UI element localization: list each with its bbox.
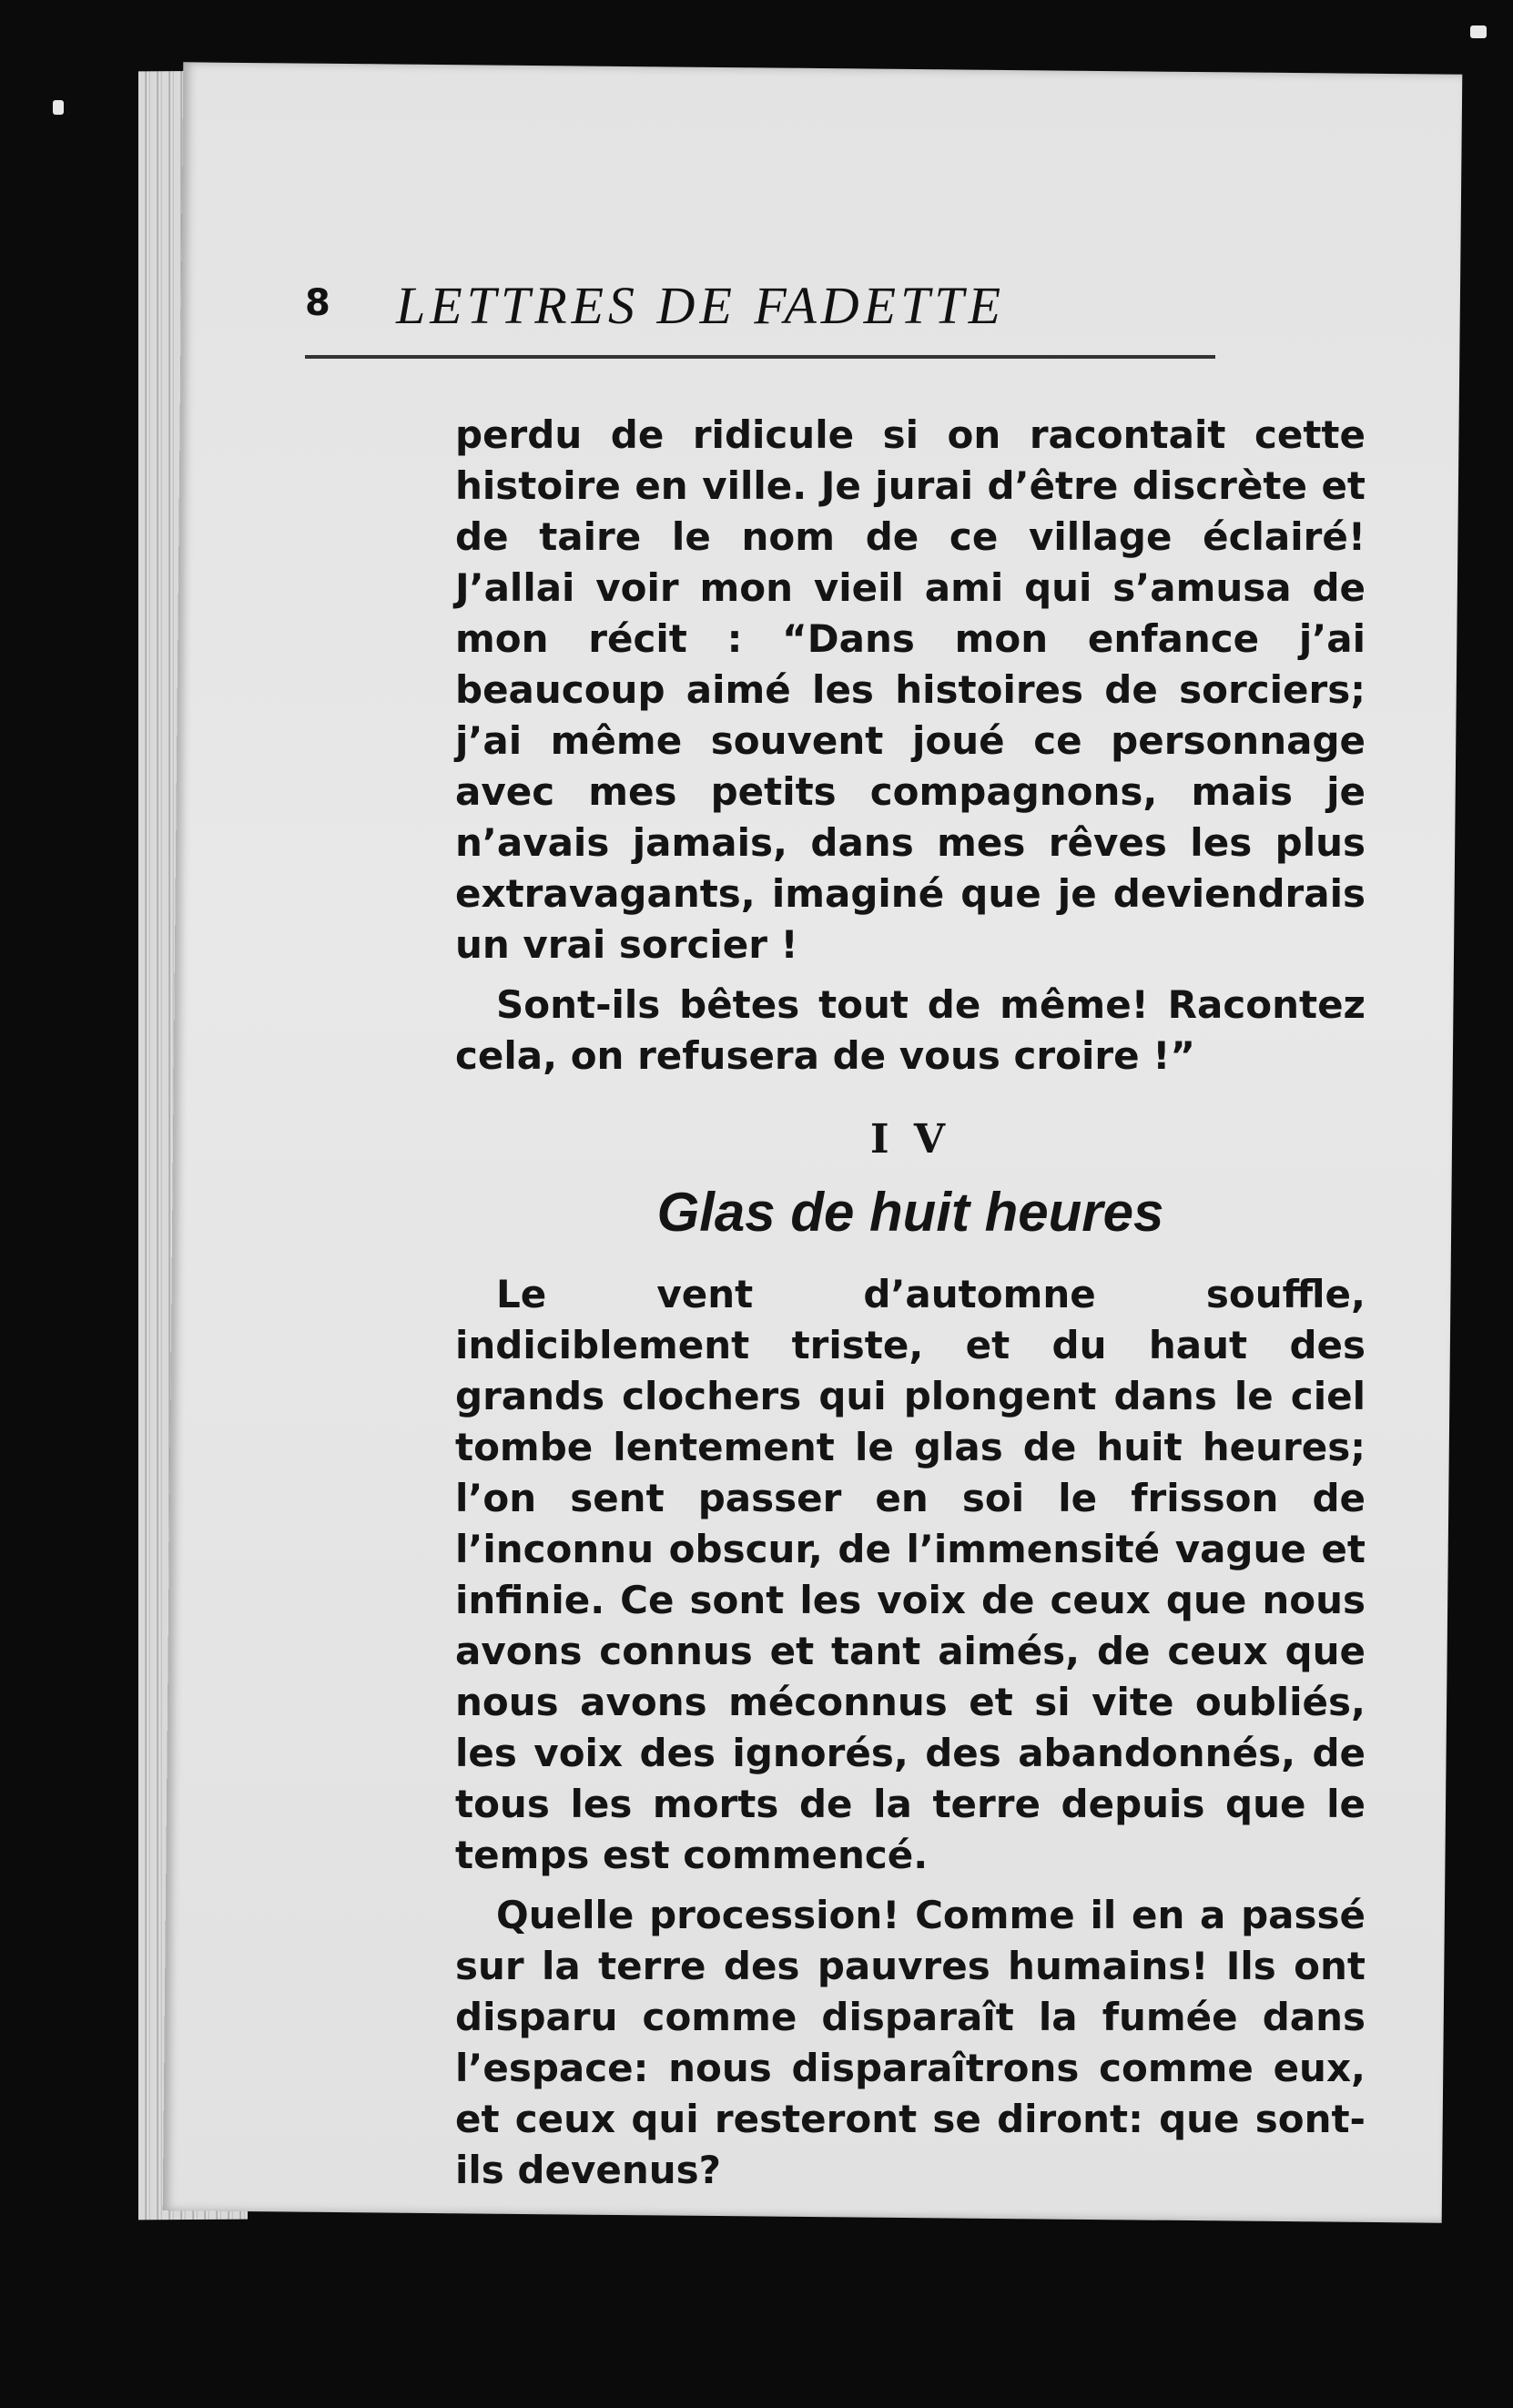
scan-speck [1470, 25, 1487, 38]
page-body [455, 410, 1366, 2205]
chapter-title: Glas de huit heures [656, 1182, 1164, 1243]
paragraph: Sont-ils bêtes tout de même! Racontez cela, on refusera de vous croire !” [455, 982, 1366, 1078]
header-rule [305, 355, 1215, 359]
paragraph: Le vent d’automne souffle, indiciblement triste, et du haut des grands clochers qui plongent dans le ciel tombe lentement le glas de huit heures; l’on sent passer en soi le frisson de l’inconnu obscur, de l’immensité vague et infinie. Ce sont les voix de ceux que nous avons connus et tant aimés, de ceux que nous avons méconnus et si vite oubliés, les voix des ignorés, des abandonnés, de tous les morts de la terre depuis que le temps est commencé. [455, 1272, 1366, 1877]
paragraph: Quelle procession! Comme il en a passé sur la terre des pauvres humains! Ils ont disparu comme disparaît la fumée dans l’espace: nous disparaîtrons comme eux, et ceux qui resteront se diront: que sont-ils devenus? [455, 1893, 1366, 2192]
chapter-number: I V [869, 1116, 951, 1163]
page-number: 8 [305, 282, 330, 324]
scan-speck [53, 100, 64, 115]
page-header [305, 228, 1379, 364]
paragraph: perdu de ridicule si on racontait cette histoire en ville. Je jurai d’être discrète et de taire le nom de ce village éclairé! J’allai voir mon vieil ami qui s’amusa de mon récit : “Dans mon enfance j’ai beaucoup aimé les histoires de sorciers; j’ai même souvent joué ce personnage avec mes petits compagnons, mais je n’avais jamais, dans mes rêves les plus extravagants, imaginé que je deviendrais un vrai sorcier ! [455, 412, 1366, 967]
running-title: LETTRES DE FADETTE [396, 276, 1006, 335]
